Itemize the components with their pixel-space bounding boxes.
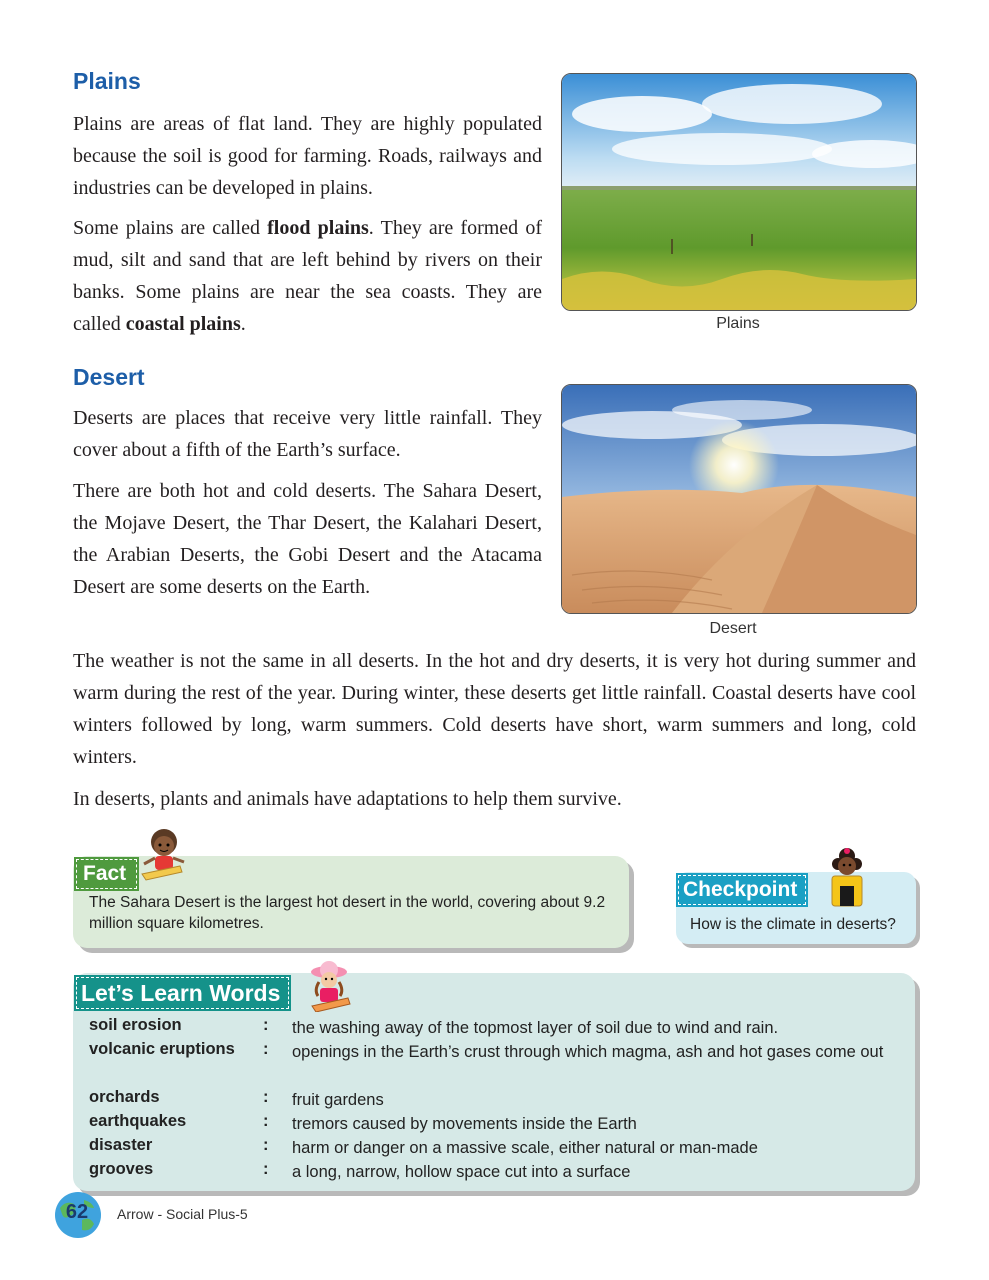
boy-mascot-icon [136, 826, 188, 888]
girl-with-hat-mascot-icon [302, 960, 356, 1012]
word-definition: openings in the Earth’s crust through which magma, ash and hot gases come out [292, 1043, 884, 1061]
word-colon: : [263, 1040, 269, 1058]
word-colon: : [263, 1016, 269, 1034]
plains-paragraph-1: Plains are areas of flat land. They are highly populated because the soil is good for farming. Roads, railways and industries can be developed in plains. [73, 113, 542, 199]
desert-caption: Desert [709, 620, 757, 637]
girl-mascot-icon [826, 846, 868, 908]
page-number: 62 [65, 1201, 89, 1223]
term-flood-plains: flood plains [267, 217, 369, 239]
plains-photo [561, 73, 917, 311]
word-term: orchards [89, 1088, 160, 1106]
word-colon: : [263, 1136, 269, 1154]
checkpoint-question: How is the climate in deserts? [690, 916, 896, 933]
word-term: volcanic eruptions [89, 1040, 235, 1058]
desert-paragraph-1: Deserts are places that receive very little rainfall. They cover about a fifth of the Earth’s surface. [73, 407, 542, 461]
word-definition: a long, narrow, hollow space cut into a surface [292, 1163, 631, 1181]
fact-label: Fact [76, 859, 137, 889]
fact-text: The Sahara Desert is the largest hot desert in the world, covering about 9.2 million square kilometres. [89, 894, 606, 932]
word-colon: : [263, 1160, 269, 1178]
term-coastal-plains: coastal plains [125, 313, 241, 335]
checkpoint-label: Checkpoint [678, 875, 806, 905]
desert-paragraph-2: There are both hot and cold deserts. The Sahara Desert, the Mojave Desert, the Thar Desert, the Kalahari Desert, the Arabian Deserts, the Gobi Desert and the Atacama Desert are some deserts on the Earth. [73, 480, 542, 598]
desert-paragraph-4: In deserts, plants and animals have adaptations to help them survive. [73, 788, 622, 810]
plains-caption: Plains [716, 315, 760, 332]
plains-paragraph-2: Some plains are called flood plains. They are formed of mud, silt and sand that are left behind by rivers on their banks. Some plains are near the sea coasts. They are called coastal plains. [73, 217, 543, 335]
words-label: Let’s Learn Words [76, 977, 289, 1009]
word-term: earthquakes [89, 1112, 187, 1130]
word-definition: the washing away of the topmost layer of soil due to wind and rain. [292, 1019, 779, 1037]
desert-heading: Desert [73, 364, 145, 390]
word-definition: harm or danger on a massive scale, either natural or man-made [292, 1139, 758, 1157]
desert-photo [561, 384, 917, 614]
word-term: disaster [89, 1136, 153, 1154]
plains-heading: Plains [73, 68, 141, 94]
word-term: grooves [89, 1160, 154, 1178]
word-definition: fruit gardens [292, 1091, 384, 1109]
word-colon: : [263, 1088, 269, 1106]
desert-paragraph-3: The weather is not the same in all deserts. In the hot and dry deserts, it is very hot during summer and warm during the rest of the year. During winter, these deserts get little rainfall. Coastal deserts have cool winters followed by long, warm summers. Cold deserts have short, warm summers and long, cold winters. [73, 650, 916, 768]
word-definition: tremors caused by movements inside the Earth [292, 1115, 637, 1133]
word-colon: : [263, 1112, 269, 1130]
word-term: soil erosion [89, 1016, 182, 1034]
book-title: Arrow - Social Plus-5 [117, 1206, 248, 1222]
